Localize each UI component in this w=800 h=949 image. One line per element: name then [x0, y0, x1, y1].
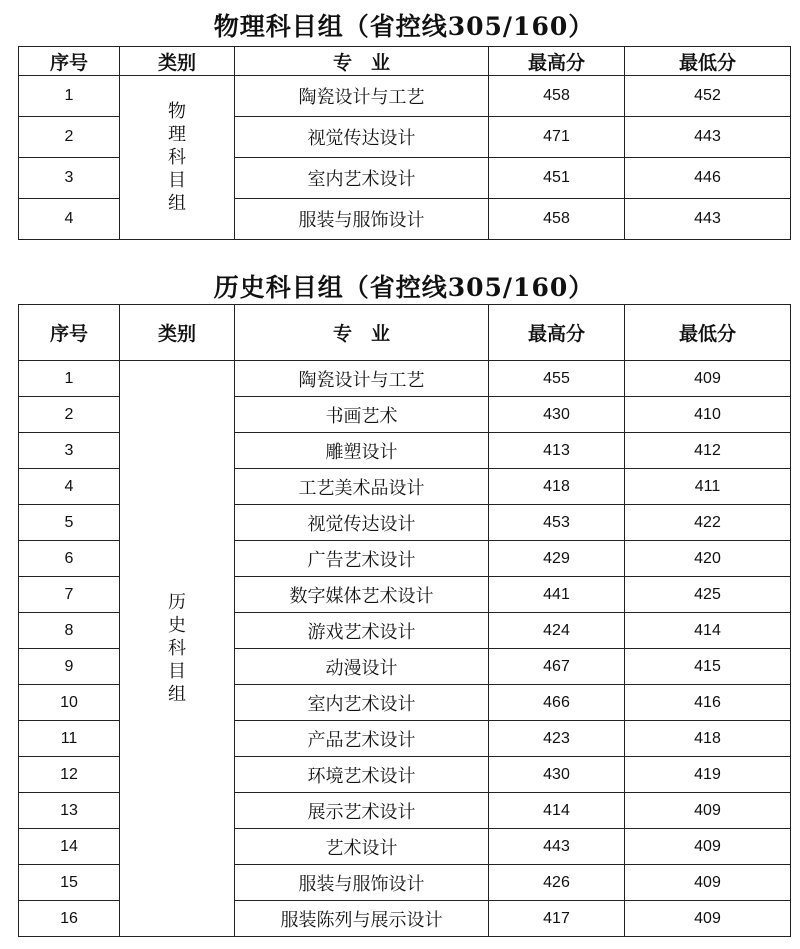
major-cell: 书画艺术 — [235, 397, 489, 433]
major-cell: 数字媒体艺术设计 — [235, 577, 489, 613]
history-group-section — [18, 270, 790, 937]
physics-group-section — [18, 10, 790, 240]
category-cell — [120, 76, 235, 240]
major-cell: 视觉传达设计 — [235, 117, 489, 158]
min-score-cell: 414 — [625, 613, 791, 649]
min-score-cell: 409 — [625, 793, 791, 829]
max-score-cell: 429 — [489, 541, 625, 577]
min-score-cell: 419 — [625, 757, 791, 793]
table-row — [19, 361, 791, 397]
category-char: 科 — [168, 638, 186, 659]
max-score-cell: 471 — [489, 117, 625, 158]
serial-number-cell: 15 — [19, 865, 120, 901]
serial-number-cell: 9 — [19, 649, 120, 685]
serial-number-cell: 2 — [19, 117, 120, 158]
major-cell: 雕塑设计 — [235, 433, 489, 469]
serial-number-cell: 11 — [19, 721, 120, 757]
serial-number-cell: 12 — [19, 757, 120, 793]
category-char: 组 — [168, 684, 186, 705]
max-score-cell: 443 — [489, 829, 625, 865]
major-cell: 展示艺术设计 — [235, 793, 489, 829]
serial-number-cell: 14 — [19, 829, 120, 865]
max-score-cell: 430 — [489, 397, 625, 433]
table-row — [19, 76, 791, 117]
min-score-cell: 410 — [625, 397, 791, 433]
serial-number-cell: 1 — [19, 76, 120, 117]
serial-number-cell: 8 — [19, 613, 120, 649]
max-score-cell: 423 — [489, 721, 625, 757]
category-char: 历 — [168, 592, 186, 613]
max-score-cell: 458 — [489, 199, 625, 240]
min-score-cell: 409 — [625, 361, 791, 397]
header-serial: 序号 — [19, 305, 120, 361]
min-score-cell: 443 — [625, 117, 791, 158]
serial-number-cell: 2 — [19, 397, 120, 433]
major-cell: 工艺美术品设计 — [235, 469, 489, 505]
header-serial: 序号 — [19, 47, 120, 76]
min-score-cell: 422 — [625, 505, 791, 541]
physics-group-title: 物理科目组（省控线305/160） — [213, 12, 595, 41]
table-header-row — [19, 305, 791, 361]
header-max-score: 最高分 — [489, 305, 625, 361]
major-cell: 动漫设计 — [235, 649, 489, 685]
table-header-row — [19, 47, 791, 76]
min-score-cell: 425 — [625, 577, 791, 613]
header-min-score: 最低分 — [625, 47, 791, 76]
min-score-cell: 409 — [625, 901, 791, 937]
max-score-cell: 413 — [489, 433, 625, 469]
max-score-cell: 458 — [489, 76, 625, 117]
min-score-cell: 418 — [625, 721, 791, 757]
serial-number-cell: 1 — [19, 361, 120, 397]
major-cell: 视觉传达设计 — [235, 505, 489, 541]
serial-number-cell: 3 — [19, 433, 120, 469]
major-cell: 游戏艺术设计 — [235, 613, 489, 649]
major-cell: 艺术设计 — [235, 829, 489, 865]
min-score-cell: 409 — [625, 865, 791, 901]
max-score-cell: 466 — [489, 685, 625, 721]
category-cell — [120, 361, 235, 937]
min-score-cell: 415 — [625, 649, 791, 685]
category-char: 物 — [168, 101, 186, 122]
header-major: 专 业 — [235, 47, 489, 76]
max-score-cell: 430 — [489, 757, 625, 793]
major-cell: 陶瓷设计与工艺 — [235, 76, 489, 117]
max-score-cell: 414 — [489, 793, 625, 829]
major-cell: 陶瓷设计与工艺 — [235, 361, 489, 397]
serial-number-cell: 4 — [19, 199, 120, 240]
serial-number-cell: 3 — [19, 158, 120, 199]
serial-number-cell: 5 — [19, 505, 120, 541]
serial-number-cell: 13 — [19, 793, 120, 829]
max-score-cell: 453 — [489, 505, 625, 541]
serial-number-cell: 4 — [19, 469, 120, 505]
header-min-score: 最低分 — [625, 305, 791, 361]
physics-group-table — [18, 46, 791, 240]
max-score-cell: 467 — [489, 649, 625, 685]
min-score-cell: 420 — [625, 541, 791, 577]
header-category: 类别 — [120, 47, 235, 76]
category-char: 目 — [168, 661, 186, 682]
max-score-cell: 455 — [489, 361, 625, 397]
major-cell: 服装陈列与展示设计 — [235, 901, 489, 937]
min-score-cell: 411 — [625, 469, 791, 505]
min-score-cell: 409 — [625, 829, 791, 865]
major-cell: 室内艺术设计 — [235, 158, 489, 199]
history-group-title: 历史科目组（省控线305/160） — [213, 273, 595, 302]
category-char: 科 — [168, 147, 186, 168]
min-score-cell: 412 — [625, 433, 791, 469]
header-major: 专 业 — [235, 305, 489, 361]
major-cell: 服装与服饰设计 — [235, 199, 489, 240]
header-max-score: 最高分 — [489, 47, 625, 76]
serial-number-cell: 7 — [19, 577, 120, 613]
category-char: 史 — [168, 615, 186, 636]
serial-number-cell: 6 — [19, 541, 120, 577]
min-score-cell: 446 — [625, 158, 791, 199]
max-score-cell: 418 — [489, 469, 625, 505]
min-score-cell: 452 — [625, 76, 791, 117]
major-cell: 环境艺术设计 — [235, 757, 489, 793]
min-score-cell: 443 — [625, 199, 791, 240]
header-category: 类别 — [120, 305, 235, 361]
max-score-cell: 441 — [489, 577, 625, 613]
history-group-table — [18, 304, 791, 937]
major-cell: 室内艺术设计 — [235, 685, 489, 721]
max-score-cell: 426 — [489, 865, 625, 901]
category-char: 理 — [168, 124, 186, 145]
major-cell: 广告艺术设计 — [235, 541, 489, 577]
serial-number-cell: 16 — [19, 901, 120, 937]
min-score-cell: 416 — [625, 685, 791, 721]
max-score-cell: 451 — [489, 158, 625, 199]
major-cell: 服装与服饰设计 — [235, 865, 489, 901]
max-score-cell: 424 — [489, 613, 625, 649]
serial-number-cell: 10 — [19, 685, 120, 721]
max-score-cell: 417 — [489, 901, 625, 937]
category-char: 目 — [168, 170, 186, 191]
major-cell: 产品艺术设计 — [235, 721, 489, 757]
category-char: 组 — [168, 193, 186, 214]
